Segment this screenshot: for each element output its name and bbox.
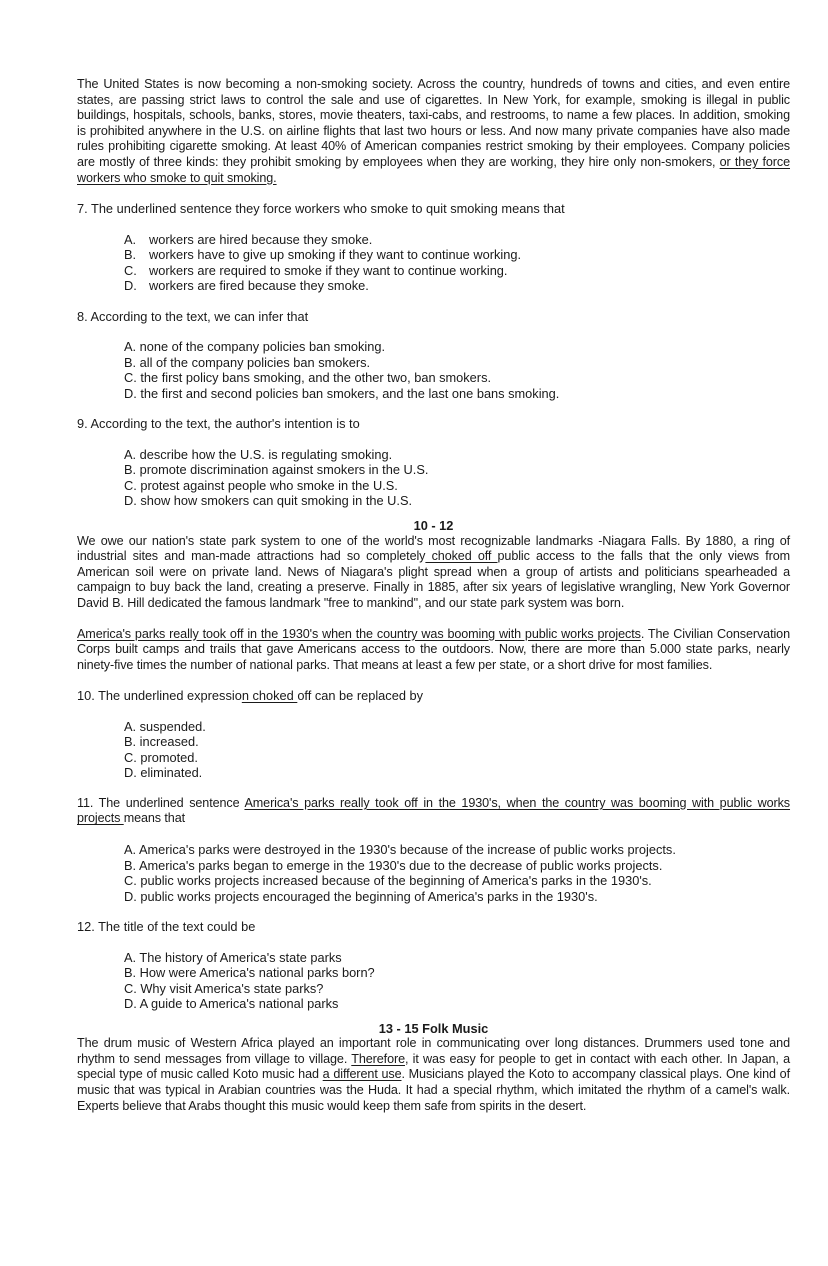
underlined-expression: choked off <box>425 549 498 564</box>
passage-text: . The Civilian Conservation Corps built camps and trails that gave Americans access to the outdoors. Now, there are more than 5.000 state parks, nearly ninety-five times the number of national parks. That means at least a few per state, or a short drive for most families. <box>77 626 790 672</box>
question-11-stem <box>77 796 790 827</box>
option-b: B. all of the company policies ban smokers. <box>124 354 371 370</box>
question-10-stem <box>77 688 790 704</box>
passage-text: The United States is now becoming a non-smoking society. Across the country, hundreds of towns and cities, and even entire states, are passing strict laws to control the sale and use of cigarettes. In New York, for example, smoking is illegal in public buildings, hospitals, schools, banks, stores, movie theaters, taxi-cabs, and restrooms, to name a few places. In addition, smoking is prohibited anywhere in the U.S. on airline flights that last two hours or less. And now many private companies have also made rules prohibiting cigarette smoking. At least 40% of American companies restrict smoking by their employees. Company policies are mostly of three kinds: they prohibit smoking by employees when they are working, they hire only non-smokers, <box>77 77 790 169</box>
passage-text: The drum music of Western Africa played an important role in communicating over long distances. Drummers used tone and rhythm to send messages from village to village. <box>77 1036 790 1066</box>
option-d <box>124 278 790 294</box>
passage-text: , it was easy for people to get in contact with each other. In Japan, a special type of music called Koto music had <box>77 1051 790 1082</box>
option-text: workers are required to smoke if they want to continue working. <box>149 262 508 278</box>
question-9-stem: 9. According to the text, the author's intention is to <box>77 416 360 432</box>
option-a: A. describe how the U.S. is regulating smoking. <box>124 446 393 462</box>
underlined-sentence: or they force workers who smoke to quit smoking. <box>77 154 790 185</box>
question-9-options <box>77 447 790 509</box>
option-text: workers have to give up smoking if they want to continue working. <box>149 247 522 263</box>
option-text: workers are hired because they smoke. <box>149 231 373 247</box>
passage-folk-music <box>77 1036 790 1114</box>
option-b: B. America's parks began to emerge in the 1930's due to the decrease of public works projects. <box>124 857 663 873</box>
option-b: B. promote discrimination against smokers in the U.S. <box>124 462 429 478</box>
option-d: D. eliminated. <box>124 765 203 781</box>
section-heading-10-12: 10 - 12 <box>413 517 454 533</box>
option-letter: B. <box>124 247 137 263</box>
option-d: D. public works projects encouraged the beginning of America's parks in the 1930's. <box>124 888 598 904</box>
stem-text: 11. The underlined sentence <box>77 795 245 810</box>
option-a: A. America's parks were destroyed in the 1930's because of the increase of public works projects. <box>124 842 676 858</box>
option-text: workers are fired because they smoke. <box>149 278 369 294</box>
option-a: A. suspended. <box>124 718 206 734</box>
question-12-options <box>77 950 790 1012</box>
passage-text: . Musicians played the Koto to accompany classical plays. One kind of music that was typical in Arabian countries was the Huda. It had a special rhythm, which imitated the rhythm of a camel's walk. Experts believe that Arabs thought this music would keep them safe from spirits in the desert. <box>77 1067 790 1113</box>
option-c: C. protest against people who smoke in the U.S. <box>124 477 398 493</box>
option-c: C. Why visit America's state parks? <box>124 980 324 996</box>
underlined-sentence: America's parks really took off in the 1930's, when the country was booming with public works projects <box>77 795 791 826</box>
question-12-stem: 12. The title of the text could be <box>77 919 256 935</box>
underlined-expression: n choked <box>241 688 298 704</box>
question-10-options <box>77 719 790 781</box>
option-letter: C. <box>124 262 137 278</box>
underlined-word: Therefore <box>351 1051 405 1066</box>
option-a: A. none of the company policies ban smoking. <box>124 339 386 355</box>
option-c: C. the first policy bans smoking, and the other two, ban smokers. <box>124 370 492 386</box>
worksheet-page <box>77 77 790 1114</box>
option-b: B. How were America's national parks born? <box>124 965 375 981</box>
option-letter: D. <box>124 278 137 294</box>
option-d: D. show how smokers can quit smoking in the U.S. <box>124 493 413 509</box>
underlined-sentence: America's parks really took off in the 1930's when the country was booming with public works projects <box>77 626 641 641</box>
stem-text: 10. The underlined expressio <box>77 688 242 704</box>
option-d: D. A guide to America's national parks <box>124 996 339 1012</box>
option-d: D. the first and second policies ban smokers, and the last one bans smoking. <box>124 385 560 401</box>
option-c <box>124 263 790 279</box>
stem-text: means that <box>123 811 186 826</box>
question-11-options <box>77 842 790 904</box>
passage-parks <box>77 627 790 674</box>
stem-text: off can be replaced by <box>297 688 424 704</box>
option-a <box>124 232 790 248</box>
option-b <box>124 247 790 263</box>
option-c: C. public works projects increased because of the beginning of America's parks in the 1930's. <box>124 873 652 889</box>
section-heading-13-15: 13 - 15 Folk Music <box>378 1020 489 1036</box>
passage-text: public access to the falls that the only views from American soil were on private land. News of Niagara's plight spread when a group of artists and politicians spearheaded a campaign to buy back the land, creating a preserve. Finally in 1885, after six years of legislative wrangling, New York Governor David B. Hill dedicated the famous landmark "free to mankind", and our state park system was born. <box>77 549 791 610</box>
question-8-options <box>77 339 790 401</box>
option-letter: A. <box>124 231 137 247</box>
question-8-stem: 8. According to the text, we can infer that <box>77 308 309 324</box>
option-b: B. increased. <box>124 734 199 750</box>
question-7-stem: 7. The underlined sentence they force workers who smoke to quit smoking means that <box>77 201 565 217</box>
passage-niagara <box>77 534 790 612</box>
option-a: A. The history of America's state parks <box>124 949 342 965</box>
question-7-options <box>77 232 790 294</box>
passage-smoking <box>77 77 790 186</box>
option-c: C. promoted. <box>124 749 198 765</box>
passage-text: We owe our nation's state park system to one of the world's most recognizable landmarks -Niagara Falls. By 1880, a ring of industrial sites and man-made attractions had so completely <box>77 533 790 564</box>
underlined-expression: a different use <box>322 1067 402 1082</box>
